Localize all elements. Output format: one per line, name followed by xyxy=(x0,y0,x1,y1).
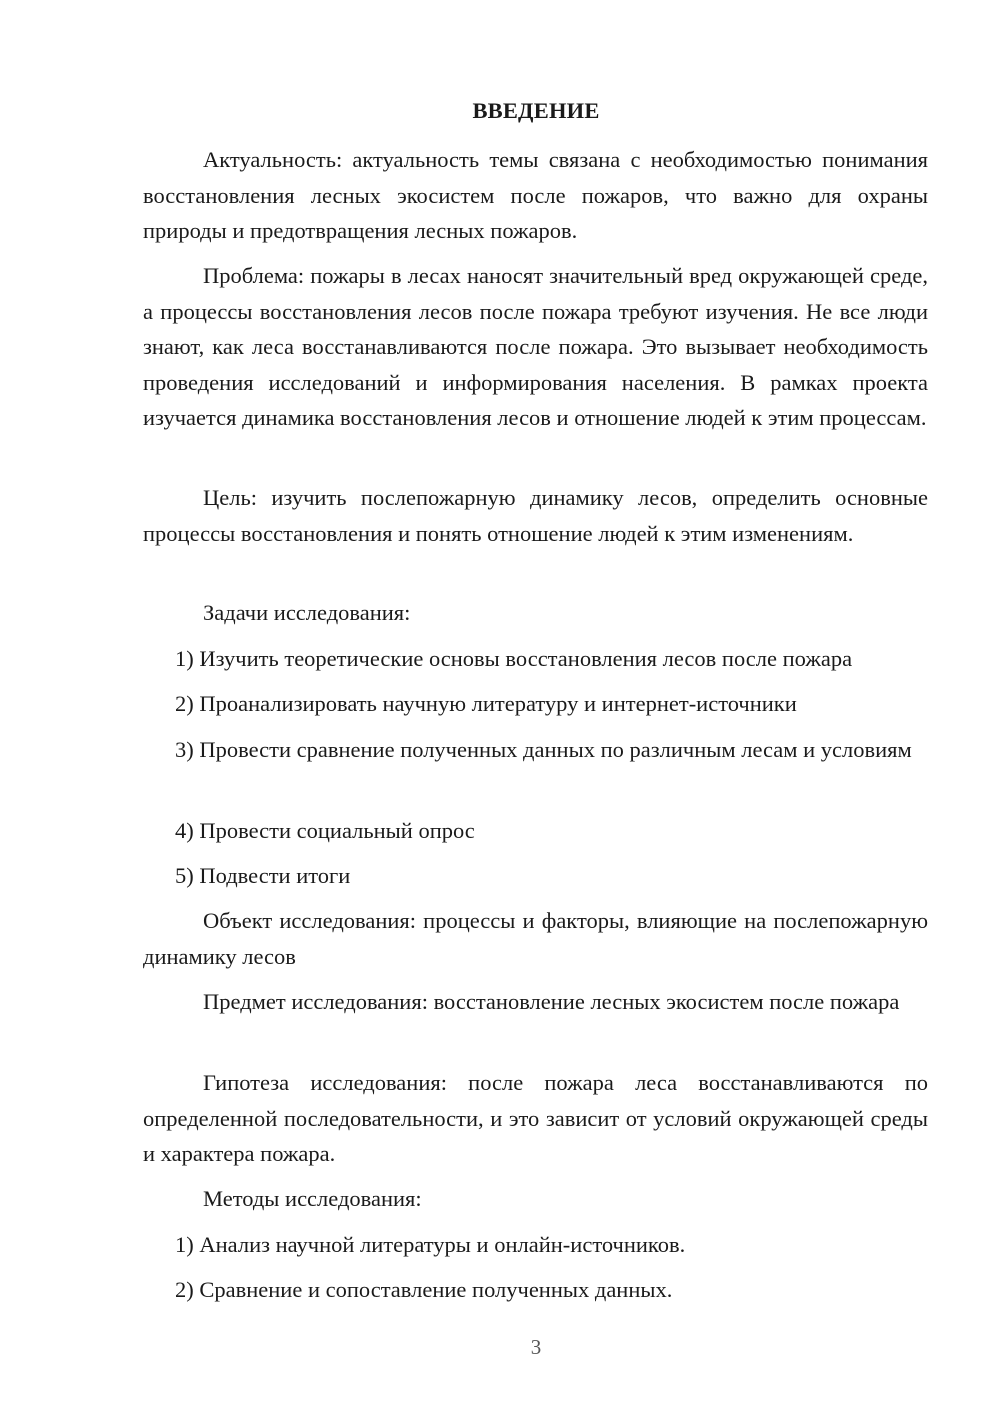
task-item-3: 3) Провести сравнение полученных данных по различным лесам и условиям xyxy=(175,737,912,762)
task-item-2: 2) Проанализировать научную литературу и интернет-источники xyxy=(175,691,797,716)
page-title: ВВЕДЕНИЕ xyxy=(472,98,600,123)
hypothesis-paragraph: Гипотеза исследования: после пожара леса восстанавливаются по определенной последовательности, и это зависит от условий окружающей среды и характера пожара. xyxy=(143,1070,928,1166)
problem-paragraph: Проблема: пожары в лесах наносят значительный вред окружающей среде, а процессы восстановления лесов после пожара требуют изучения. Не все люди знают, как леса восстанавливаются после пожара. Это вызывает необходимость проведения исследований и информирования населения. В рамках проекта изучается динамика восстановления лесов и отношение людей к этим процессам. xyxy=(143,263,928,430)
goal-paragraph: Цель: изучить послепожарную динамику лесов, определить основные процессы восстановления и понять отношение людей к этим изменениям. xyxy=(143,485,928,546)
relevance-paragraph: Актуальность: актуальность темы связана с необходимостью понимания восстановления лесных экосистем после пожаров, что важно для охраны природы и предотвращения лесных пожаров. xyxy=(143,147,928,243)
object-paragraph: Объект исследования: процессы и факторы, влияющие на послепожарную динамику лесов xyxy=(143,908,928,969)
method-item-2: 2) Сравнение и сопоставление полученных данных. xyxy=(175,1277,673,1302)
subject-paragraph: Предмет исследования: восстановление лесных экосистем после пожара xyxy=(203,989,900,1014)
page-number: 3 xyxy=(530,1335,542,1359)
methods-heading: Методы исследования: xyxy=(203,1186,422,1211)
task-item-1: 1) Изучить теоретические основы восстановления лесов после пожара xyxy=(175,646,853,671)
method-item-1: 1) Анализ научной литературы и онлайн-источников. xyxy=(175,1232,686,1257)
task-item-4: 4) Провести социальный опрос xyxy=(175,818,475,843)
task-item-5: 5) Подвести итоги xyxy=(175,863,351,888)
tasks-heading: Задачи исследования: xyxy=(203,600,411,625)
